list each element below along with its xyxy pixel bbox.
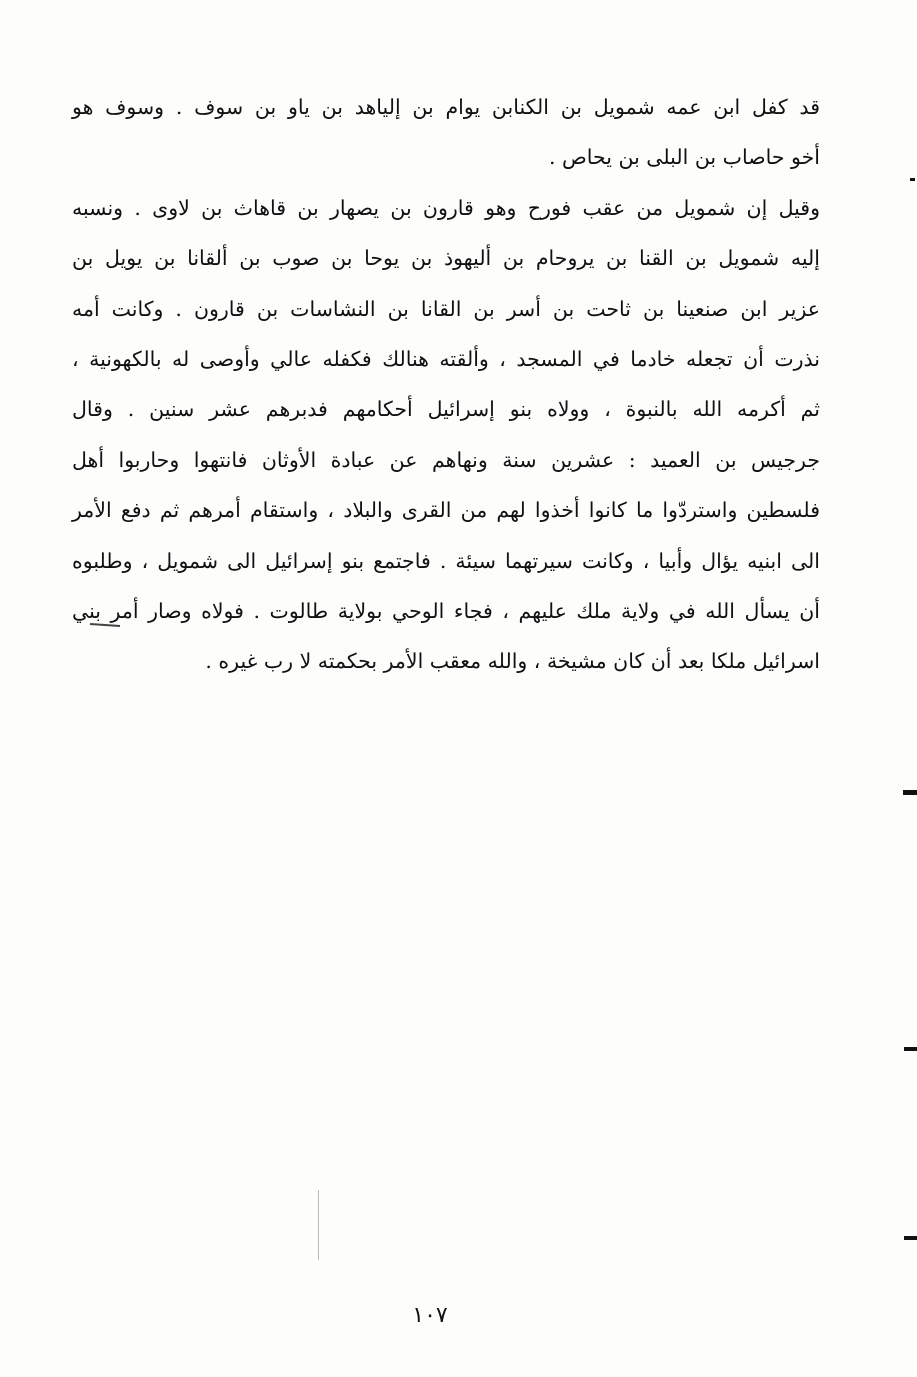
text-line: ثم أكرمه الله بالنبوة ، وولاه بنو إسرائيل أحكامهم فدبرهم عشر سنين . وقال: [72, 397, 820, 422]
body-text: [72, 82, 820, 687]
text-line: إليه شمويل بن القنا بن يروحام بن أليهوذ بن يوحا بن صوب بن ألقانا بن يويل بن: [72, 246, 820, 271]
text-line: فلسطين واستردّوا ما كانوا أخذوا لهم من القرى والبلاد ، واستقام أمرهم ثم دفع الأمر: [72, 498, 820, 523]
page-number: ١٠٧: [412, 1303, 448, 1328]
scan-artifact-line: [318, 1190, 319, 1260]
text-line: عزير ابن صنعينا بن ثاحت بن أسر بن القانا بن النشاسات بن قارون . وكانت أمه: [72, 296, 820, 321]
edge-scan-mark: [904, 1047, 917, 1051]
text-line: أخو حاصاب بن البلى بن يحاص .: [548, 145, 820, 170]
text-line: جرجيس بن العميد : عشرين سنة ونهاهم عن عبادة الأوثان فانتهوا وحاربوا أهل: [72, 447, 820, 472]
edge-scan-mark: [903, 790, 917, 795]
text-line: قد كفل ابن عمه شمويل بن الكنابن يوام بن إلياهد بن ياو بن سوف . وسوف هو: [72, 95, 820, 119]
text-line: نذرت أن تجعله خادما في المسجد ، وألقته هنالك فكفله عالي وأوصى له بالكهونية ،: [72, 346, 820, 371]
text-line: وقيل إن شمويل من عقب فورح وهو قارون بن يصهار بن قاهاث بن لاوى . ونسبه: [72, 195, 820, 220]
text-line: اسرائيل ملكا بعد أن كان مشيخة ، والله معقب الأمر بحكمته لا رب غيره .: [205, 649, 820, 674]
text-line: الى ابنيه يؤال وأبيا ، وكانت سيرتهما سيئة . فاجتمع بنو إسرائيل الى شمويل ، وطلبوه: [72, 548, 820, 573]
text-line: أن يسأل الله في ولاية ملك عليهم ، فجاء الوحي بولاية طالوت . فولاه وصار أمر بني: [72, 598, 820, 623]
edge-scan-mark: [910, 178, 915, 181]
edge-scan-mark: [904, 1236, 917, 1240]
